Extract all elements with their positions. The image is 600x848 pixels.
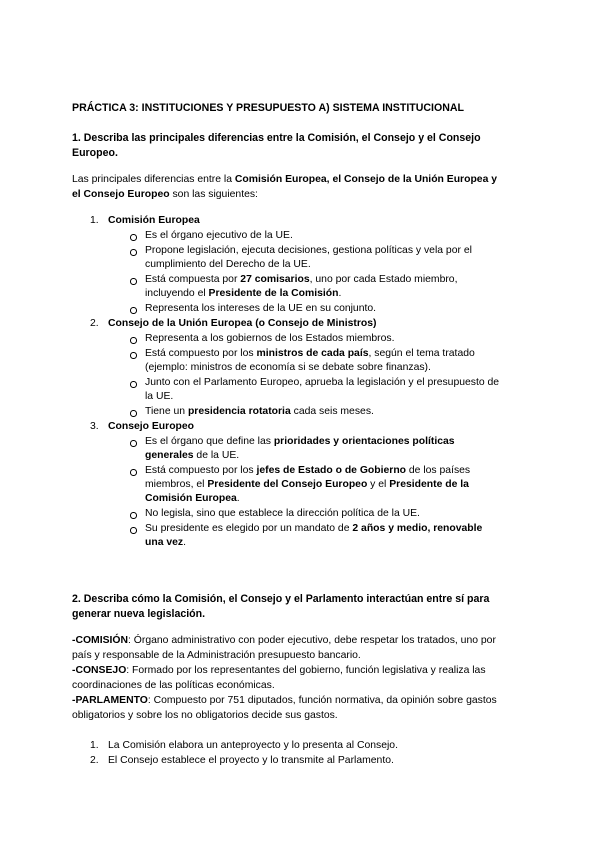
list-item-continuation: la UE. (145, 391, 174, 402)
bullet-circle-icon (130, 352, 137, 359)
list-item: Junto con el Parlamento Europeo, aprueba la legislación y el presupuesto de (145, 377, 500, 388)
list-item-continuation: miembros, el Presidente del Consejo Europeo y el Presidente de la (145, 479, 469, 490)
question-1-line-2: Europeo. (72, 147, 118, 159)
step-text: La Comisión elabora un anteproyecto y lo presenta al Consejo. (108, 740, 398, 751)
bullet-circle-icon (130, 440, 137, 447)
list-item-continuation: una vez. (145, 537, 187, 548)
list-item: Propone legislación, ejecuta decisiones, gestiona políticas y vela por el (145, 245, 472, 256)
question-2-line-1: 2. Describa cómo la Comisión, el Consejo y el Parlamento interactúan entre sí para (72, 593, 490, 605)
bullet-circle-icon (130, 249, 137, 256)
list-item-continuation: generales de la UE. (145, 450, 240, 461)
page-title: PRÁCTICA 3: INSTITUCIONES Y PRESUPUESTO A) SISTEMA INSTITUCIONAL (72, 102, 465, 114)
list-item: Es el órgano ejecutivo de la UE. (145, 230, 293, 241)
step-number: 2. (90, 755, 99, 766)
list-heading-consejo-ue: Consejo de la Unión Europea (o Consejo de Ministros) (108, 318, 377, 329)
list-item: Está compuesta por 27 comisarios, uno por cada Estado miembro, (145, 274, 458, 285)
question-1-line-1: 1. Describa las principales diferencias entre la Comisión, el Consejo y el Consejo (72, 132, 481, 144)
list-number: 1. (90, 215, 99, 226)
question-2-line-2: generar nueva legislación. (72, 608, 206, 620)
definition-consejo-line-1: -CONSEJO: Formado por los representantes del gobierno, función legislativa y realiza las (72, 665, 486, 676)
bullet-circle-icon (130, 307, 137, 314)
definition-parlamento-line-2: obligatorios y sobre los no obligatorios decide sus gastos. (72, 710, 338, 721)
definition-comision-line-1: -COMISIÓN: Órgano administrativo con poder ejecutivo, debe respetar los tratados, uno por (72, 635, 496, 646)
list-item-continuation: incluyendo el Presidente de la Comisión. (145, 288, 342, 299)
list-item: Está compuesto por los jefes de Estado o de Gobierno de los países (145, 465, 471, 476)
step-number: 1. (90, 740, 99, 751)
intro-paragraph-line-2: el Consejo Europeo son las siguientes: (72, 189, 258, 200)
bullet-circle-icon (130, 469, 137, 476)
list-number: 2. (90, 318, 99, 329)
bullet-circle-icon (130, 337, 137, 344)
list-heading-comision: Comisión Europea (108, 215, 200, 226)
bullet-circle-icon (130, 234, 137, 241)
definition-consejo-line-2: coordinaciones de las políticas económicas. (72, 680, 275, 691)
definition-parlamento-line-1: -PARLAMENTO: Compuesto por 751 diputados, función normativa, da opinión sobre gastos (72, 695, 497, 706)
list-item-continuation: Comisión Europea. (145, 493, 240, 504)
bullet-circle-icon (130, 512, 137, 519)
list-item-continuation: cumplimiento del Derecho de la UE. (145, 259, 311, 270)
list-heading-consejo-europeo: Consejo Europeo (108, 421, 195, 432)
list-item: Tiene un presidencia rotatoria cada seis meses. (145, 406, 374, 417)
list-item: Representa los intereses de la UE en su conjunto. (145, 303, 377, 314)
intro-paragraph-line-1: Las principales diferencias entre la Comisión Europea, el Consejo de la Unión Europea y (72, 174, 498, 185)
list-item: No legisla, sino que establece la dirección política de la UE. (145, 508, 420, 519)
list-item: Representa a los gobiernos de los Estados miembros. (145, 333, 395, 344)
bullet-circle-icon (130, 381, 137, 388)
list-item: Su presidente es elegido por un mandato de 2 años y medio, renovable (145, 523, 483, 534)
step-text: El Consejo establece el proyecto y lo transmite al Parlamento. (108, 755, 394, 766)
list-number: 3. (90, 421, 99, 432)
list-item: Está compuesto por los ministros de cada país, según el tema tratado (145, 348, 475, 359)
definition-comision-line-2: país y responsable de la Administración presupuesto bancario. (72, 650, 361, 661)
bullet-circle-icon (130, 410, 137, 417)
list-item-continuation: (ejemplo: ministros de economía si se debate sobre finanzas). (145, 362, 431, 373)
list-item: Es el órgano que define las prioridades y orientaciones políticas (145, 436, 455, 447)
bullet-circle-icon (130, 278, 137, 285)
bullet-circle-icon (130, 527, 137, 534)
